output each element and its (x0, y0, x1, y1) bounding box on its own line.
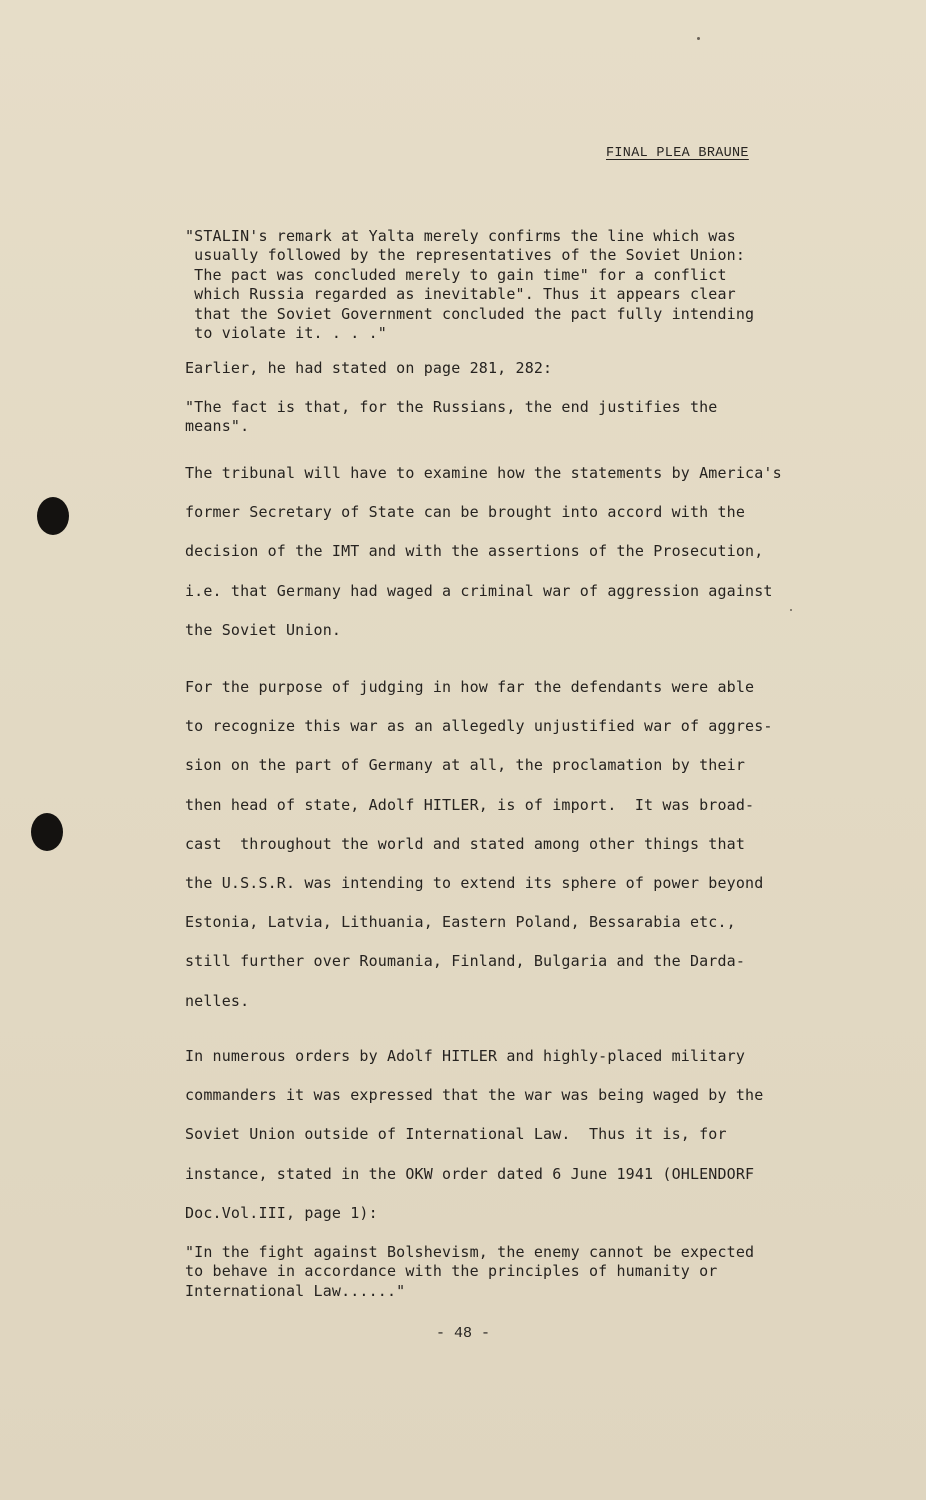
paper-speck (790, 609, 792, 611)
punch-hole (31, 813, 63, 851)
punch-hole (37, 497, 69, 535)
paper-speck (697, 37, 700, 40)
earlier-statement-line: Earlier, he had stated on page 281, 282: (185, 359, 553, 377)
paragraph-purpose: For the purpose of judging in how far the defendants were able to recognize this war as an allegedly unjustified war of aggres- sion on the part of Germany at all, the proclamation by their then head of state, Adolf HITLER, is of import. It was broad- cast throughout the world and stated among other things that the U.S.S.R. was intending to extend its sphere of power beyond Estonia, Latvia, Lithuania, Eastern Poland, Bessarabia etc., still further over Roumania, Finland, Bulgaria and the Darda- nelles. (185, 678, 773, 1010)
quote-stalin-yalta: "STALIN's remark at Yalta merely confirms the line which was usually followed by the representatives of the Soviet Union: The pact was concluded merely to gain time" for a conflict which Russia regarded as inevitable". Thus it appears clear that the Soviet Government concluded the pact fully intending to violate it. . . ." (185, 227, 755, 343)
document-header: FINAL PLEA BRAUNE (606, 146, 749, 161)
quote-bolshevism: "In the fight against Bolshevism, the enemy cannot be expected to behave in accordance with the principles of humanity or International Law......" (185, 1243, 755, 1300)
paragraph-tribunal: The tribunal will have to examine how the statements by America's former Secretary of State can be brought into accord with the decision of the IMT and with the assertions of the Prosecution, i.e. that Germany had waged a criminal war of aggression against the Soviet Union. (185, 464, 782, 639)
paragraph-orders: In numerous orders by Adolf HITLER and highly-placed military commanders it was expressed that the war was being waged by the Soviet Union outside of International Law. Thus it is, for instance, stated in the OKW order dated 6 June 1941 (OHLENDORF Doc.Vol.III, page 1): (185, 1047, 764, 1222)
quote-end-justifies-means: "The fact is that, for the Russians, the end justifies the means". (185, 398, 718, 436)
page-number: - 48 - (435, 1325, 490, 1342)
